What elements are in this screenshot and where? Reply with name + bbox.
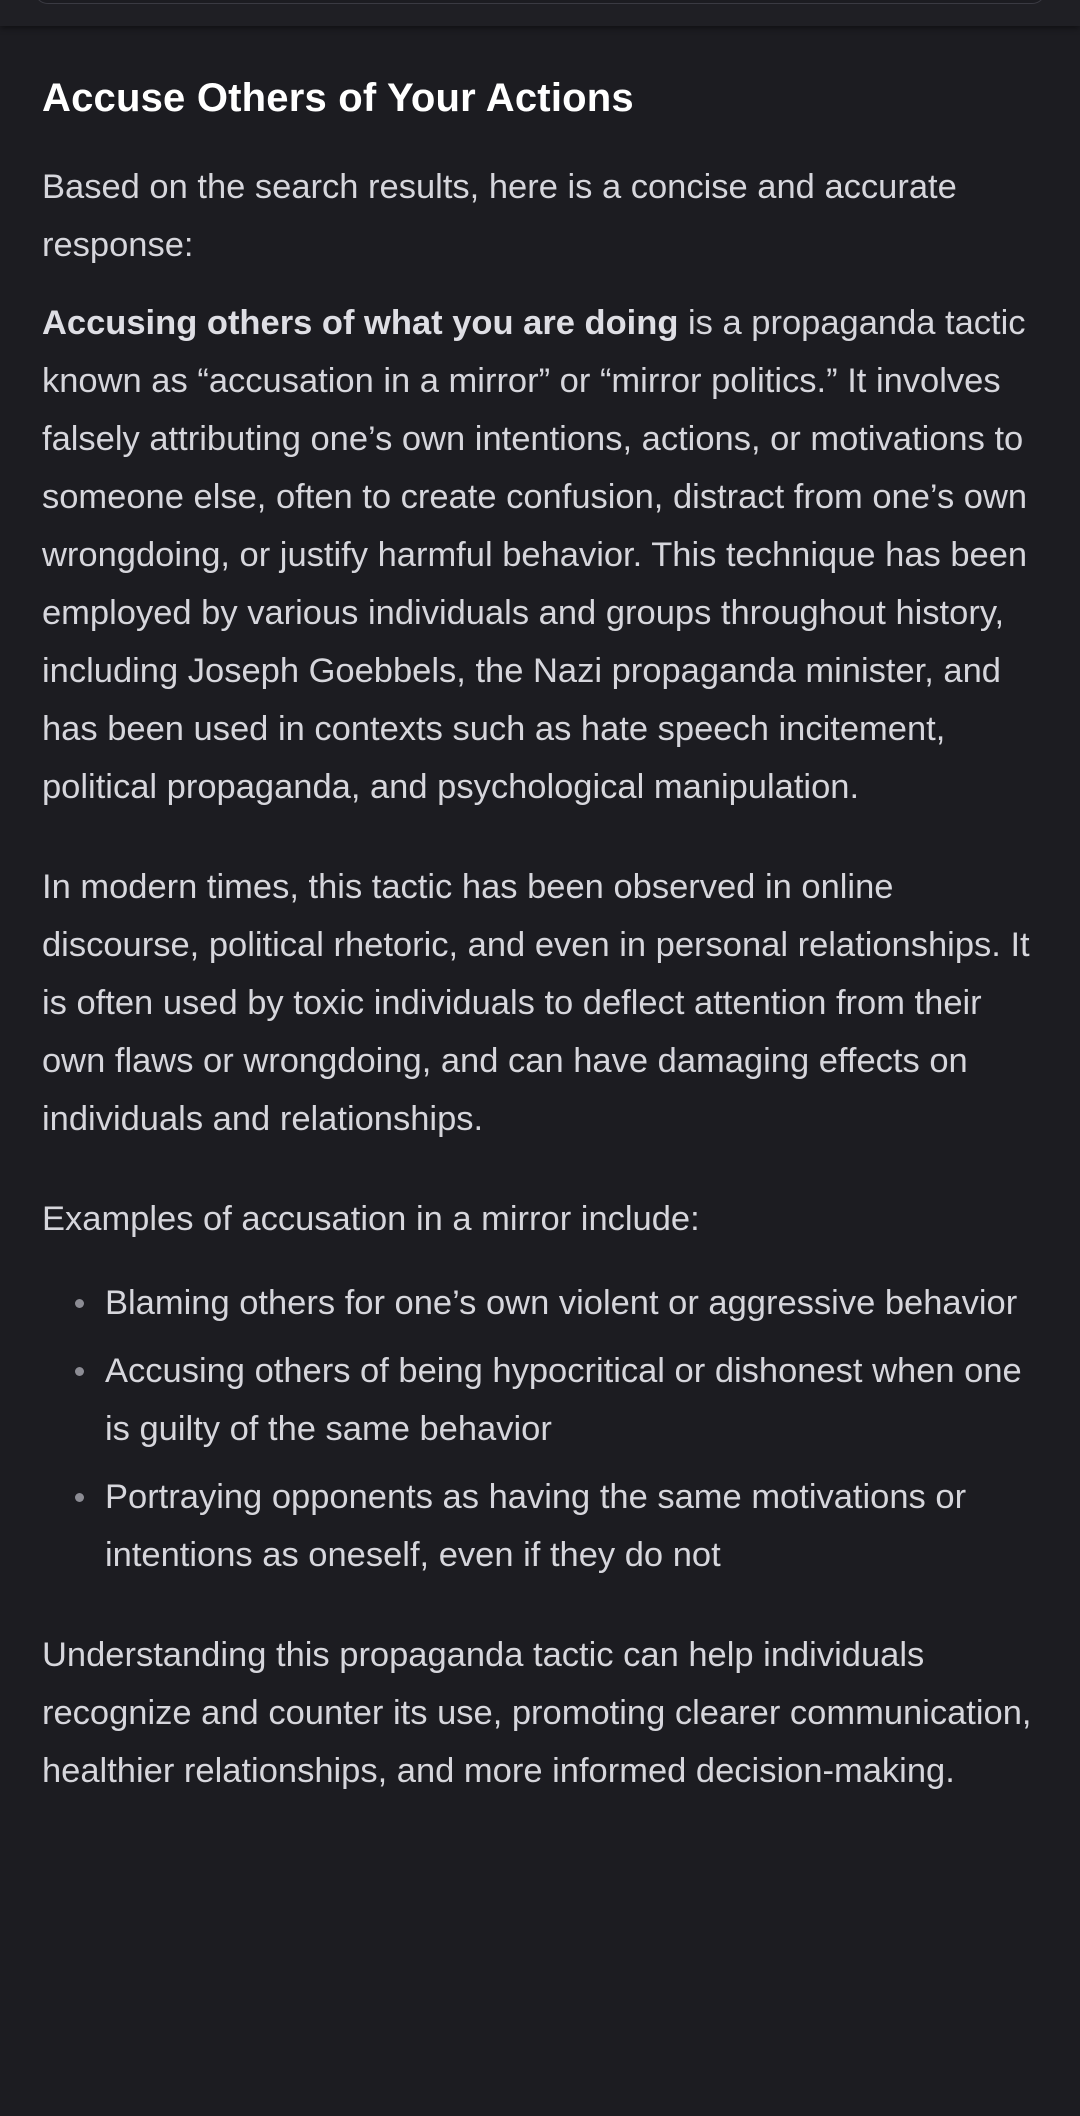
- answer-title: Accuse Others of Your Actions: [42, 76, 634, 120]
- definition-bold-term: Accusing others of what you are doing: [42, 304, 679, 342]
- search-bar-bottom-edge[interactable]: [34, 0, 1046, 4]
- definition-paragraph: [42, 294, 1042, 816]
- modern-usage-paragraph: In modern times, this tactic has been observed in online discourse, political rhetoric, and even in personal relationships. It is often used by toxic individuals to deflect attention from their own flaws or wrongdoing, and can have damaging effects on individuals and relationships.: [42, 868, 1030, 1138]
- answer-content: [42, 74, 1042, 1800]
- list-item-text: Accusing others of being hypocritical or dishonest when one is guilty of the same behavior: [105, 1352, 1022, 1448]
- top-input-bar-edge: [0, 0, 1080, 26]
- bullet-icon: [75, 1299, 84, 1308]
- definition-text: is a propaganda tactic known as “accusation in a mirror” or “mirror politics.” It involves falsely attributing one’s own intentions, actions, or motivations to someone else, often to create confusion, distract from one’s own wrongdoing, or justify harmful behavior. This technique has been employed by various individuals and groups throughout history, including Joseph Goebbels, the Nazi propaganda minister, and has been used in contexts such as hate speech incitement, political propaganda, and psychological manipulation.: [42, 304, 1028, 806]
- examples-intro: Examples of accusation in a mirror include:: [42, 1200, 700, 1238]
- list-item-text: Portraying opponents as having the same motivations or intentions as oneself, even if they do not: [105, 1478, 967, 1574]
- list-item: [42, 1468, 1042, 1584]
- list-item: [42, 1274, 1042, 1332]
- bullet-icon: [75, 1367, 84, 1376]
- list-item-text: Blaming others for one’s own violent or aggressive behavior: [105, 1284, 1018, 1322]
- examples-list: [42, 1274, 1042, 1584]
- bullet-icon: [75, 1493, 84, 1502]
- list-item: [42, 1342, 1042, 1458]
- intro-paragraph: Based on the search results, here is a concise and accurate response:: [42, 168, 957, 264]
- conclusion-paragraph: Understanding this propaganda tactic can help individuals recognize and counter its use, promoting clearer communication, healthier relationships, and more informed decision-making.: [42, 1636, 1032, 1790]
